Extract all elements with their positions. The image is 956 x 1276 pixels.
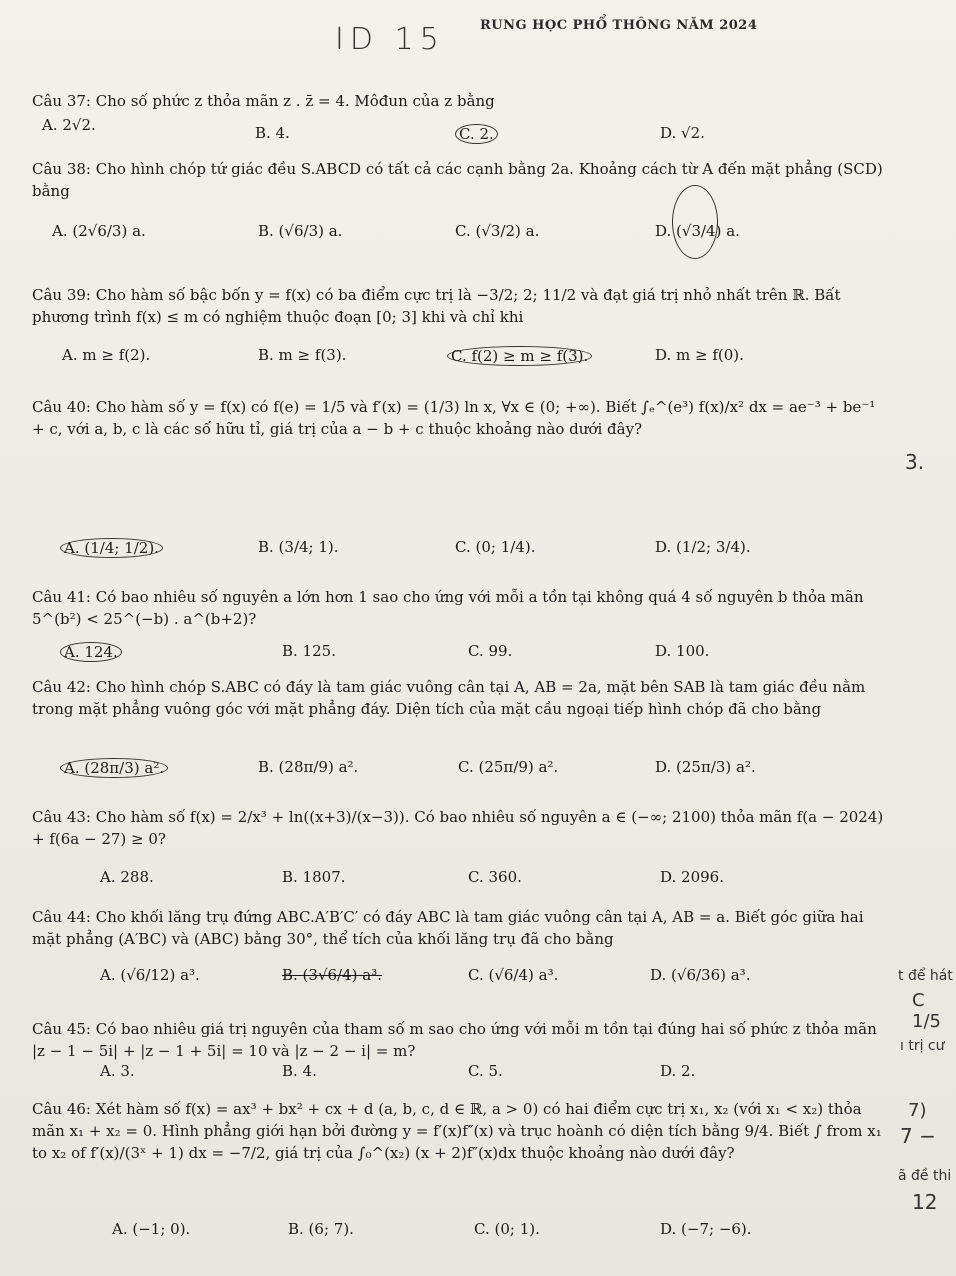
margin-note: C 1/5	[912, 990, 941, 1032]
option-a[interactable]: A. 3.	[100, 1062, 135, 1080]
option-d[interactable]: D. 100.	[655, 642, 710, 660]
option-a[interactable]: A. (28π/3) a².	[60, 758, 168, 778]
option-d[interactable]: D. (√6/36) a³.	[650, 966, 751, 984]
question-41	[32, 586, 886, 630]
question-stem: Câu 40: Cho hàm số y = f(x) có f(e) = 1/5 và f′(x) = (1/3) ln x, ∀x ∈ (0; +∞). Biết ∫ₑ^(e³) f(x)/x² dx = ae⁻³ + be⁻¹ + c, với a, b, c là các số hữu tỉ, giá trị của a − b + c thuộc khoảng nào dưới đây?	[32, 398, 876, 438]
option-c[interactable]: C. f(2) ≥ m ≥ f(3).	[447, 346, 592, 366]
options-39	[0, 346, 956, 372]
option-a[interactable]: A. 124.	[60, 642, 122, 662]
options-46	[0, 1220, 956, 1246]
option-b[interactable]: B. 1807.	[282, 868, 346, 886]
margin-note: 12	[912, 1190, 938, 1214]
options-38	[0, 222, 956, 248]
question-45	[32, 1018, 886, 1062]
options-45	[0, 1062, 956, 1088]
option-d[interactable]: D. (√3/4) a.	[655, 222, 740, 240]
options-43	[0, 868, 956, 894]
question-stem: Câu 42: Cho hình chóp S.ABC có đáy là tam giác vuông cân tại A, AB = 2a, mặt bên SAB là tam giác đều nằm trong mặt phẳng vuông góc với mặt phẳng đáy. Diện tích của mặt cầu ngoại tiếp hình chóp đã cho bằng	[32, 678, 866, 718]
question-38	[32, 158, 886, 202]
question-stem: Câu 37: Cho số phức z thỏa mãn z . z̄ = 4. Môđun của z bằng	[32, 92, 495, 110]
option-a[interactable]: A. m ≥ f(2).	[62, 346, 151, 364]
options-40	[0, 538, 956, 564]
options-44	[0, 966, 956, 992]
option-b[interactable]: B. (28π/9) a².	[258, 758, 359, 776]
options-42	[0, 758, 956, 784]
handwritten-id: ID 15	[335, 22, 445, 57]
option-d[interactable]: D. 2.	[660, 1062, 696, 1080]
margin-note: ã đề thi	[898, 1168, 952, 1184]
option-c[interactable]: C. 5.	[468, 1062, 503, 1080]
option-d[interactable]: D. √2.	[660, 124, 705, 142]
question-stem: Câu 44: Cho khối lăng trụ đứng ABC.A′B′C′ có đáy ABC là tam giác vuông cân tại A, AB = a. Biết góc giữa hai mặt phẳng (A′BC) và (ABC) bằng 30°, thể tích của khối lăng trụ đã cho bằng	[32, 908, 864, 948]
option-a[interactable]: A. (√6/12) a³.	[100, 966, 200, 984]
answer-circle-mark	[672, 185, 718, 259]
option-b[interactable]: B. (√6/3) a.	[258, 222, 343, 240]
question-40	[32, 396, 886, 440]
option-b[interactable]: B. 4.	[282, 1062, 317, 1080]
margin-note: 7 −	[900, 1124, 936, 1148]
question-stem: Câu 39: Cho hàm số bậc bốn y = f(x) có ba điểm cực trị là −3/2; 2; 11/2 và đạt giá trị nhỏ nhất trên ℝ. Bất phương trình f(x) ≤ m có nghiệm thuộc đoạn [0; 3] khi và chỉ khi	[32, 286, 841, 326]
margin-note: t để hát	[898, 968, 953, 984]
option-d[interactable]: D. 2096.	[660, 868, 724, 886]
option-c[interactable]: C. (0; 1).	[474, 1220, 540, 1238]
margin-note: 7)	[908, 1100, 927, 1121]
option-a[interactable]: A. 2√2.	[42, 116, 96, 134]
option-b[interactable]: B. 125.	[282, 642, 336, 660]
question-stem: Câu 38: Cho hình chóp tứ giác đều S.ABCD có tất cả các cạnh bằng 2a. Khoảng cách từ A đến mặt phẳng (SCD) bằng	[32, 160, 883, 200]
page-header: RUNG HỌC PHỔ THÔNG NĂM 2024	[480, 18, 758, 33]
option-b[interactable]: B. m ≥ f(3).	[258, 346, 347, 364]
question-42	[32, 676, 886, 720]
option-c[interactable]: C. 99.	[468, 642, 513, 660]
question-stem: Câu 41: Có bao nhiêu số nguyên a lớn hơn 1 sao cho ứng với mỗi a tồn tại không quá 4 số nguyên b thỏa mãn 5^(b²) < 25^(−b) . a^(b+2)?	[32, 588, 864, 628]
question-44	[32, 906, 886, 950]
option-d[interactable]: D. (1/2; 3/4).	[655, 538, 751, 556]
option-b[interactable]: B. (3√6/4) a³.	[282, 966, 382, 984]
option-a[interactable]: A. (1/4; 1/2).	[60, 538, 163, 558]
option-d[interactable]: D. (25π/3) a².	[655, 758, 756, 776]
question-37	[32, 90, 886, 112]
option-c[interactable]: C. (√3/2) a.	[455, 222, 540, 240]
options-37	[0, 114, 956, 143]
margin-note: ı trị cư	[900, 1038, 945, 1054]
option-c[interactable]: C. (√6/4) a³.	[468, 966, 559, 984]
option-a[interactable]: A. (−1; 0).	[112, 1220, 191, 1238]
option-c[interactable]: C. 360.	[468, 868, 522, 886]
option-b[interactable]: B. (3/4; 1).	[258, 538, 339, 556]
option-a[interactable]: A. 288.	[100, 868, 154, 886]
question-stem: Câu 46: Xét hàm số f(x) = ax³ + bx² + cx + d (a, b, c, d ∈ ℝ, a > 0) có hai điểm cực trị x₁, x₂ (với x₁ < x₂) thỏa mãn x₁ + x₂ = 0. Hình phẳng giới hạn bởi đường y = f′(x)f″(x) và trục hoành có diện tích bằng 9/4. Biết ∫ from x₁ to x₂ of f′(x)/(3ˣ + 1) dx = −7/2, giá trị của ∫₀^(x₂) (x + 2)f″(x)dx thuộc khoảng nào dưới đây?	[32, 1100, 882, 1162]
option-d[interactable]: D. (−7; −6).	[660, 1220, 752, 1238]
question-stem: Câu 45: Có bao nhiêu giá trị nguyên của tham số m sao cho ứng với mỗi m tồn tại đúng hai số phức z thỏa mãn |z − 1 − 5i| + |z − 1 + 5i| = 10 và |z − 2 − i| = m?	[32, 1020, 877, 1060]
question-43	[32, 806, 886, 850]
options-41	[0, 642, 956, 668]
question-39	[32, 284, 886, 328]
option-b[interactable]: B. 4.	[255, 124, 290, 142]
margin-note: 3.	[905, 450, 925, 474]
question-46	[32, 1098, 886, 1164]
option-a[interactable]: A. (2√6/3) a.	[52, 222, 146, 240]
option-d[interactable]: D. m ≥ f(0).	[655, 346, 744, 364]
question-stem: Câu 43: Cho hàm số f(x) = 2/x³ + ln((x+3)/(x−3)). Có bao nhiêu số nguyên a ∈ (−∞; 2100) thỏa mãn f(a − 2024) + f(6a − 27) ≥ 0?	[32, 808, 884, 848]
option-c[interactable]: C. (25π/9) a².	[458, 758, 559, 776]
option-c[interactable]: C. 2.	[455, 124, 498, 144]
option-b[interactable]: B. (6; 7).	[288, 1220, 354, 1238]
option-c[interactable]: C. (0; 1/4).	[455, 538, 536, 556]
